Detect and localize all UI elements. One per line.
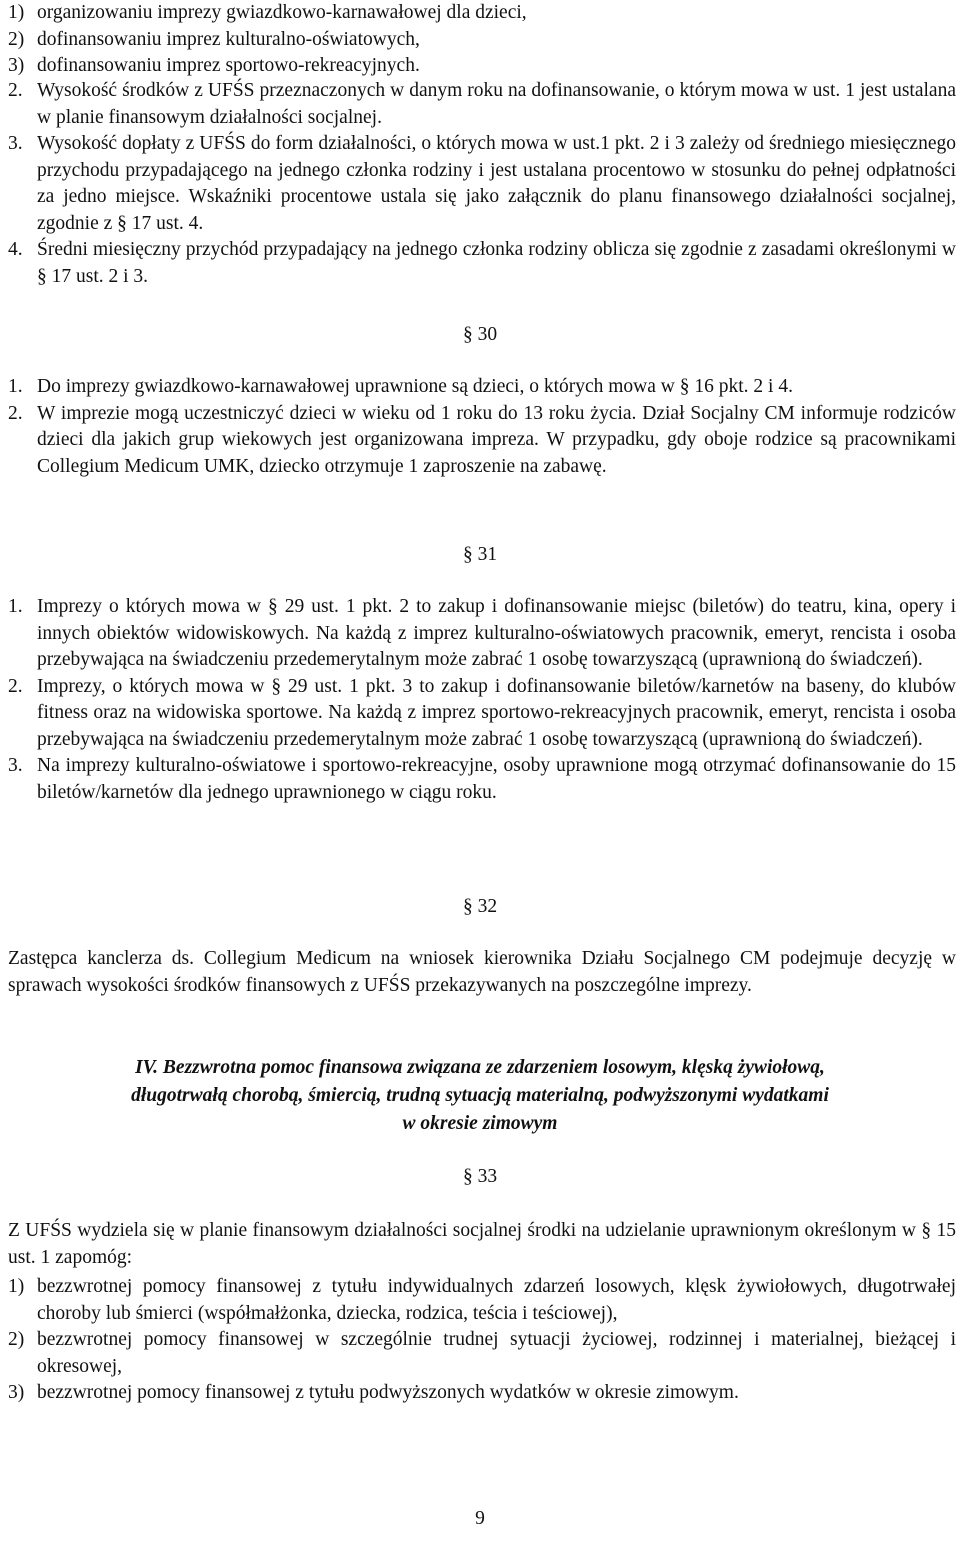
list-item-text: organizowaniu imprezy gwiazdkowo-karnawałowej dla dzieci,	[37, 2, 527, 23]
list-item: 3. Wysokość dopłaty z UFŚS do form działalności, o których mowa w ust.1 pkt. 2 i 3 zależy od średniego miesięcznego przychodu przypadającego na jednego członka rodziny i jest ustalana procentowo w stosunku do pełnej odpłatności za jedno miejsce. Wskaźniki procentowe ustala się jako załącznik do planu finansowego działalności socjalnej, zgodnie z § 17 ust. 4.	[8, 133, 956, 234]
section-title: § 31	[462, 544, 498, 565]
list-item: 2. Wysokość środków z UFŚS przeznaczonych w danym roku na dofinansowanie, o którym mowa w ust. 1 jest ustalana w planie finansowym działalności socjalnej.	[8, 80, 956, 128]
page-number: 9	[475, 1508, 485, 1529]
list-item-text: bezzwrotnej pomocy finansowej w szczególnie trudnej sytuacji życiowej, rodzinnej i materialnej, bieżącej i okresowej,	[37, 1329, 956, 1377]
list-item: 2. Imprezy, o których mowa w § 29 ust. 1 pkt. 3 to zakup i dofinansowanie biletów/karnetów na baseny, do klubów fitness oraz na widowiska sportowe. Na każdą z imprez sportowo-rekreacyjnych pracownik, emeryt, rencista i osoba przebywająca na świadczeniu przedemerytalnym może zabrać 1 osobę towarzyszącą (uprawnioną do świadczeń).	[8, 675, 956, 750]
list-item-text: Do imprezy gwiazdkowo-karnawałowej uprawnione są dzieci, o których mowa w § 16 pkt. 2 i 4.	[37, 376, 793, 397]
section-29-items	[8, 78, 956, 290]
chapter-heading-line: IV. Bezzwrotna pomoc finansowa związana ze zdarzeniem losowym, klęską żywiołową,	[135, 1057, 825, 1078]
section-33-intro: Z UFŚS wydziela się w planie finansowym działalności socjalnej środki na udzielanie uprawnionym określonym w § 15 ust. 1 zapomóg:	[8, 1220, 956, 1268]
section-31-items	[8, 594, 956, 806]
list-item-text: bezzwrotnej pomocy finansowej z tytułu indywidualnych zdarzeń losowych, klęsk żywiołowych, długotrwałej choroby lub śmierci (współmałżonka, dziecka, rodzica, teścia i teściowej),	[37, 1276, 956, 1324]
list-item-text: bezzwrotnej pomocy finansowej z tytułu podwyższonych wydatków w okresie zimowym.	[37, 1382, 739, 1403]
top-list	[8, 0, 956, 80]
list-item-text: dofinansowaniu imprez sportowo-rekreacyjnych.	[37, 55, 420, 76]
chapter-heading-line: w okresie zimowym	[402, 1113, 558, 1134]
section-title: § 33	[462, 1166, 498, 1187]
list-item: 2) dofinansowaniu imprez kulturalno-oświatowych,	[8, 28, 420, 50]
list-item: 1. Do imprezy gwiazdkowo-karnawałowej uprawnione są dzieci, o których mowa w § 16 pkt. 2 i 4.	[8, 376, 793, 397]
list-item: 1) bezzwrotnej pomocy finansowej z tytułu indywidualnych zdarzeń losowych, klęsk żywiołowych, długotrwałej choroby lub śmierci (współmałżonka, dziecka, rodzica, teścia i teściowej),	[8, 1276, 956, 1324]
chapter-heading-line: długotrwałą chorobą, śmiercią, trudną sytuacją materialną, podwyższonymi wydatkami	[131, 1085, 829, 1106]
list-item-text: W imprezie mogą uczestniczyć dzieci w wieku od 1 roku do 13 roku życia. Dział Socjalny CM informuje rodziców dzieci dla jakich grup wiekowych jest organizowana impreza. W przypadku, gdy oboje rodzice są pracownikami Collegium Medicum UMK, dziecko otrzymuje 1 zaproszenie na zabawę.	[37, 402, 956, 477]
list-item-text: Imprezy o których mowa w § 29 ust. 1 pkt. 2 to zakup i dofinansowanie miejsc (biletów) do teatru, kina, opery i innych obiektów widowiskowych. Na każdą z imprez kulturalno-oświatowych pracownik, emeryt, rencista i osoba przebywająca na świadczeniu przedemerytalnym może zabrać 1 osobę towarzyszącą (uprawnioną do świadczeń).	[37, 596, 956, 670]
list-item-text: dofinansowaniu imprez kulturalno-oświatowych,	[37, 28, 420, 50]
section-title: § 32	[462, 896, 498, 917]
list-item-text: Imprezy, o których mowa w § 29 ust. 1 pkt. 3 to zakup i dofinansowanie biletów/karnetów na baseny, do klubów fitness oraz na widowiska sportowe. Na każdą z imprez sportowo-rekreacyjnych pracownik, emeryt, rencista i osoba przebywająca na świadczeniu przedemerytalnym może zabrać 1 osobę towarzyszącą (uprawnioną do świadczeń).	[37, 675, 956, 750]
section-30-items	[8, 374, 956, 480]
list-item: 3) bezzwrotnej pomocy finansowej z tytułu podwyższonych wydatków w okresie zimowym.	[8, 1382, 739, 1403]
section-title: § 30	[462, 324, 498, 345]
list-item-text: Na imprezy kulturalno-oświatowe i sportowo-rekreacyjne, osoby uprawnione mogą otrzymać dofinansowanie do 15 biletów/karnetów dla jednego uprawnionego w ciągu roku.	[37, 755, 956, 803]
list-item-text: Wysokość dopłaty z UFŚS do form działalności, o których mowa w ust.1 pkt. 2 i 3 zależy od średniego miesięcznego przychodu przypadającego na jednego członka rodziny i jest ustalana procentowo w stosunku do pełnej odpłatności za jedno miejsce. Wskaźniki procentowe ustala się jako załącznik do planu finansowego działalności socjalnej, zgodnie z § 17 ust. 4.	[37, 133, 956, 234]
section-32-text: Zastępca kanclerza ds. Collegium Medicum na wniosek kierownika Działu Socjalnego CM podejmuje decyzję w sprawach wysokości środków finansowych z UFŚS przekazywanych na poszczególne imprezy.	[8, 948, 956, 996]
list-item: 1. Imprezy o których mowa w § 29 ust. 1 pkt. 2 to zakup i dofinansowanie miejsc (biletów) do teatru, kina, opery i innych obiektów widowiskowych. Na każdą z imprez kulturalno-oświatowych pracownik, emeryt, rencista i osoba przebywająca na świadczeniu przedemerytalnym może zabrać 1 osobę towarzyszącą (uprawnioną do świadczeń).	[8, 596, 956, 670]
section-33-items	[8, 1274, 956, 1407]
list-item: 3. Na imprezy kulturalno-oświatowe i sportowo-rekreacyjne, osoby uprawnione mogą otrzymać dofinansowanie do 15 biletów/karnetów dla jednego uprawnionego w ciągu roku.	[8, 755, 956, 803]
list-item-text: Wysokość środków z UFŚS przeznaczonych w danym roku na dofinansowanie, o którym mowa w ust. 1 jest ustalana w planie finansowym działalności socjalnej.	[37, 80, 956, 128]
list-item: 4. Średni miesięczny przychód przypadający na jednego członka rodziny oblicza się zgodnie z zasadami określonymi w § 17 ust. 2 i 3.	[8, 239, 956, 287]
list-item: 2. W imprezie mogą uczestniczyć dzieci w wieku od 1 roku do 13 roku życia. Dział Socjalny CM informuje rodziców dzieci dla jakich grup wiekowych jest organizowana impreza. W przypadku, gdy oboje rodzice są pracownikami Collegium Medicum UMK, dziecko otrzymuje 1 zaproszenie na zabawę.	[8, 402, 956, 477]
list-item: 2) bezzwrotnej pomocy finansowej w szczególnie trudnej sytuacji życiowej, rodzinnej i materialnej, bieżącej i okresowej,	[8, 1329, 956, 1377]
list-item-text: Średni miesięczny przychód przypadający na jednego członka rodziny oblicza się zgodnie z zasadami określonymi w § 17 ust. 2 i 3.	[37, 239, 956, 287]
list-item: 3) dofinansowaniu imprez sportowo-rekreacyjnych.	[8, 55, 420, 76]
list-item: 1) organizowaniu imprezy gwiazdkowo-karnawałowej dla dzieci,	[8, 2, 527, 23]
